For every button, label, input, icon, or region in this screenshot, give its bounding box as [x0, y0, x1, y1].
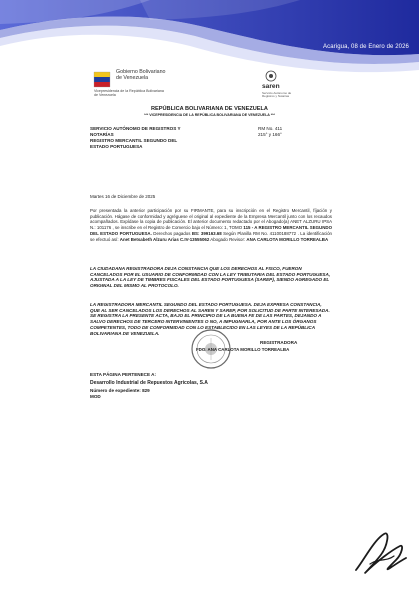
entity-line: ESTADO PORTUGUESA	[90, 144, 143, 149]
expediente-number: Número de expediente: 829	[90, 388, 150, 393]
registrar-title: REGISTRADORA	[260, 340, 298, 345]
body-text: Abogado Revisor:	[210, 236, 246, 242]
republic-heading: REPÚBLICA BOLIVARIANA DE VENEZUELA	[151, 106, 268, 112]
body-bold-registry: 115 - A REGISTRO MERCANTIL SEGUNDO DEL ESTADO PORTUGUESA.	[90, 225, 332, 236]
mod-label: MOD	[90, 394, 101, 399]
rm-year: 215° y 166°	[258, 132, 282, 137]
entity-line: NOTARÍAS	[90, 132, 114, 137]
entity-block	[90, 126, 210, 150]
saren-name: saren	[262, 83, 280, 90]
header-date: Acarigua, 08 de Enero de 2026	[323, 44, 409, 50]
body-bold-amount: BS: 399163.68	[191, 230, 222, 236]
venezuela-flag-icon	[92, 70, 114, 90]
body-paragraph	[90, 208, 332, 242]
body-bold-identification: Anet Betsabeth Alzuru Arias C.IV-13555062	[119, 236, 210, 242]
registrar-name: FDO. ANA CARLOTA MORILLO TORREALBA	[196, 347, 290, 352]
statement-registry: LA REGISTRADORA MERCANTIL SEGUNDO DEL ESTADO PORTUGUESA. DEJA EXPRESA CONSTANCIA, QUE AL SER CANCELADOS LOS DERECHOS AL SAREN Y SAREP, POR SOLICITUD DE PARTE INTERESADA. SE REGISTRA LA PRESENTE ACTA, BAJO EL PRINCIPIO DE LA BUENA FE DE LAS PARTES, DEJANDO A SALVO DERECHOS DE TERCERO INTERVINIENTES O NO, A IMPUGNARLA, POR ANTE LOS ÓRGANOS COMPETENTES, TODO DE CONFORMIDAD CON LO ESTABLECIDO EN LAS LEYES DE LA REPÚBLICA BOLIVARIANA DE VENEZUELA.	[90, 302, 330, 336]
body-text: Según Planilla RM No. 41100188772 . La identificación se efectuó así:	[90, 230, 332, 242]
statement-fiscal: LA CIUDADANA REGISTRADORA DEJA CONSTANCIA QUE LOS DERECHOS AL FISCO, FUERON CANCELADOS POR EL USUARIO DE CONFORMIDAD CON LA LEY TRIBUTARIA DEL ESTADO PORTUGUESA, AJUSTADA A LA LEY DE TIMBRES FISCALES DEL ESTADO PORTUGUESA (SAREP), SIENDO AGREGADO EL ORIGINAL DEL MISMO AL PROTOCOLO.	[90, 266, 331, 289]
vicepresidencia-heading: *** VICEPRESIDENCIA DE LA REPÚBLICA BOLIVARIANA DE VENEZUELA ***	[144, 113, 275, 117]
body-bold-reviewer: ANA CARLOTA MORILLO TORREALBA	[246, 236, 329, 242]
body-text: Por presentada la anterior participación por su FIRMANTE, para su inscripción en el Registro Mercantil, fíjación y publicación. Hágase de conformidad y agréguese el original al expediente de la Empresa Mercantil junto con los recaudos acompañados. Expídase la copia de publicación. El anterior documento redactado por el Abogado(a) ANET ALZURU IPSA N.: 101176 , se inscribe en el Registro de Comercio bajo el Número: 1, TOMO	[90, 208, 332, 231]
saren-emblem-icon	[264, 70, 278, 82]
belongs-label: ESTA PÁGINA PERTENECE A:	[90, 372, 157, 377]
rm-number: RM No. 411	[258, 126, 283, 131]
saren-subtitle: Servicio Autónomo de Registros y Notarías	[262, 91, 292, 99]
company-name: Desarrollo Industrial de Repuestos Agrícolas, S.A	[90, 380, 208, 386]
entity-line: REGISTRO MERCANTIL SEGUNDO DEL	[90, 138, 178, 143]
gobierno-logo	[92, 66, 172, 100]
document-date: Martes 16 de Diciembre de 2025	[90, 194, 156, 199]
rm-block	[258, 126, 282, 138]
gobierno-subtitle: Vicepresidencia de la República Bolivariana de Venezuela	[94, 89, 164, 97]
gobierno-title: Gobierno Bolivariano de Venezuela	[116, 69, 166, 81]
entity-line: SERVICIO AUTÓNOMO DE REGISTROS Y	[90, 126, 181, 131]
signature-icon	[350, 520, 410, 585]
body-text: Derechos pagados	[153, 230, 191, 236]
saren-logo	[258, 70, 318, 108]
